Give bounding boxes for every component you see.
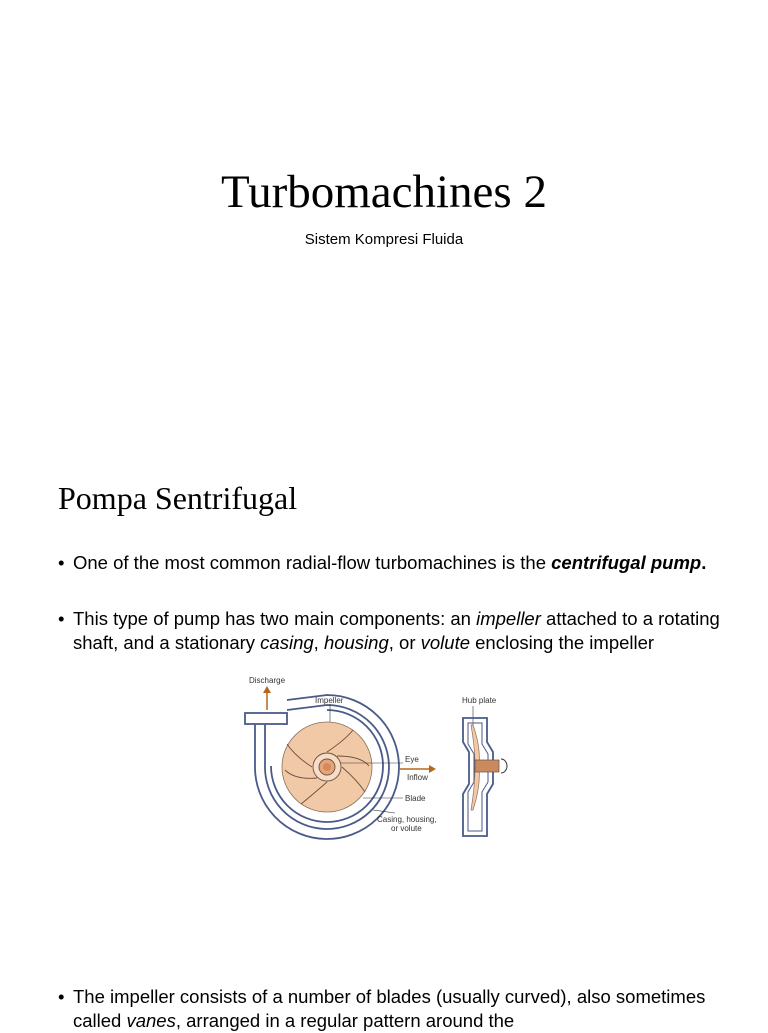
bullet-text: , arranged in a regular pattern around the bbox=[175, 1010, 515, 1031]
italic-term: vanes bbox=[126, 1010, 176, 1031]
bullet-text: attached to a rotating shaft, and a stationary bbox=[73, 608, 720, 653]
label-casing-line1: Casing, housing, bbox=[377, 815, 437, 824]
italic-term: housing bbox=[323, 632, 389, 653]
bullet-dot: • bbox=[58, 986, 65, 1007]
bullet-end: . bbox=[701, 552, 707, 573]
bullet-text: The impeller consists of a number of blades (usually curved), also sometimes called bbox=[73, 986, 706, 1031]
slide-title: Turbomachines 2 bbox=[221, 166, 547, 218]
bullet-item bbox=[58, 985, 728, 1033]
italic-term: volute bbox=[420, 632, 470, 653]
bullet-item bbox=[58, 551, 728, 575]
bullet-dot: • bbox=[58, 552, 65, 573]
label-inflow: Inflow bbox=[407, 773, 428, 782]
bullet-text: , bbox=[313, 632, 324, 653]
bullet-text: This type of pump has two main components: an bbox=[73, 608, 477, 629]
label-casing-line2: or volute bbox=[391, 824, 422, 833]
discharge-arrow bbox=[263, 686, 271, 710]
bullet-dot: • bbox=[58, 608, 65, 629]
emphasis-text: centrifugal pump bbox=[551, 552, 702, 573]
label-discharge: Discharge bbox=[249, 676, 286, 685]
bullet-text: enclosing the impeller bbox=[470, 632, 655, 653]
label-impeller: Impeller bbox=[315, 696, 344, 705]
bullet-text: , or bbox=[388, 632, 421, 653]
impeller bbox=[282, 722, 372, 812]
italic-term: impeller bbox=[476, 608, 541, 629]
bullet-text: One of the most common radial-flow turbomachines is the bbox=[73, 552, 552, 573]
section-title: Pompa Sentrifugal bbox=[58, 480, 298, 516]
inflow-arrow bbox=[399, 765, 436, 773]
slide-subtitle: Sistem Kompresi Fluida bbox=[304, 231, 464, 248]
label-hub-plate: Hub plate bbox=[462, 696, 497, 705]
bullet-item bbox=[58, 607, 728, 655]
italic-term: casing bbox=[260, 632, 314, 653]
pump-side-view bbox=[463, 718, 507, 836]
label-eye: Eye bbox=[405, 755, 419, 764]
centrifugal-pump-diagram bbox=[235, 670, 525, 840]
label-blade: Blade bbox=[405, 794, 426, 803]
